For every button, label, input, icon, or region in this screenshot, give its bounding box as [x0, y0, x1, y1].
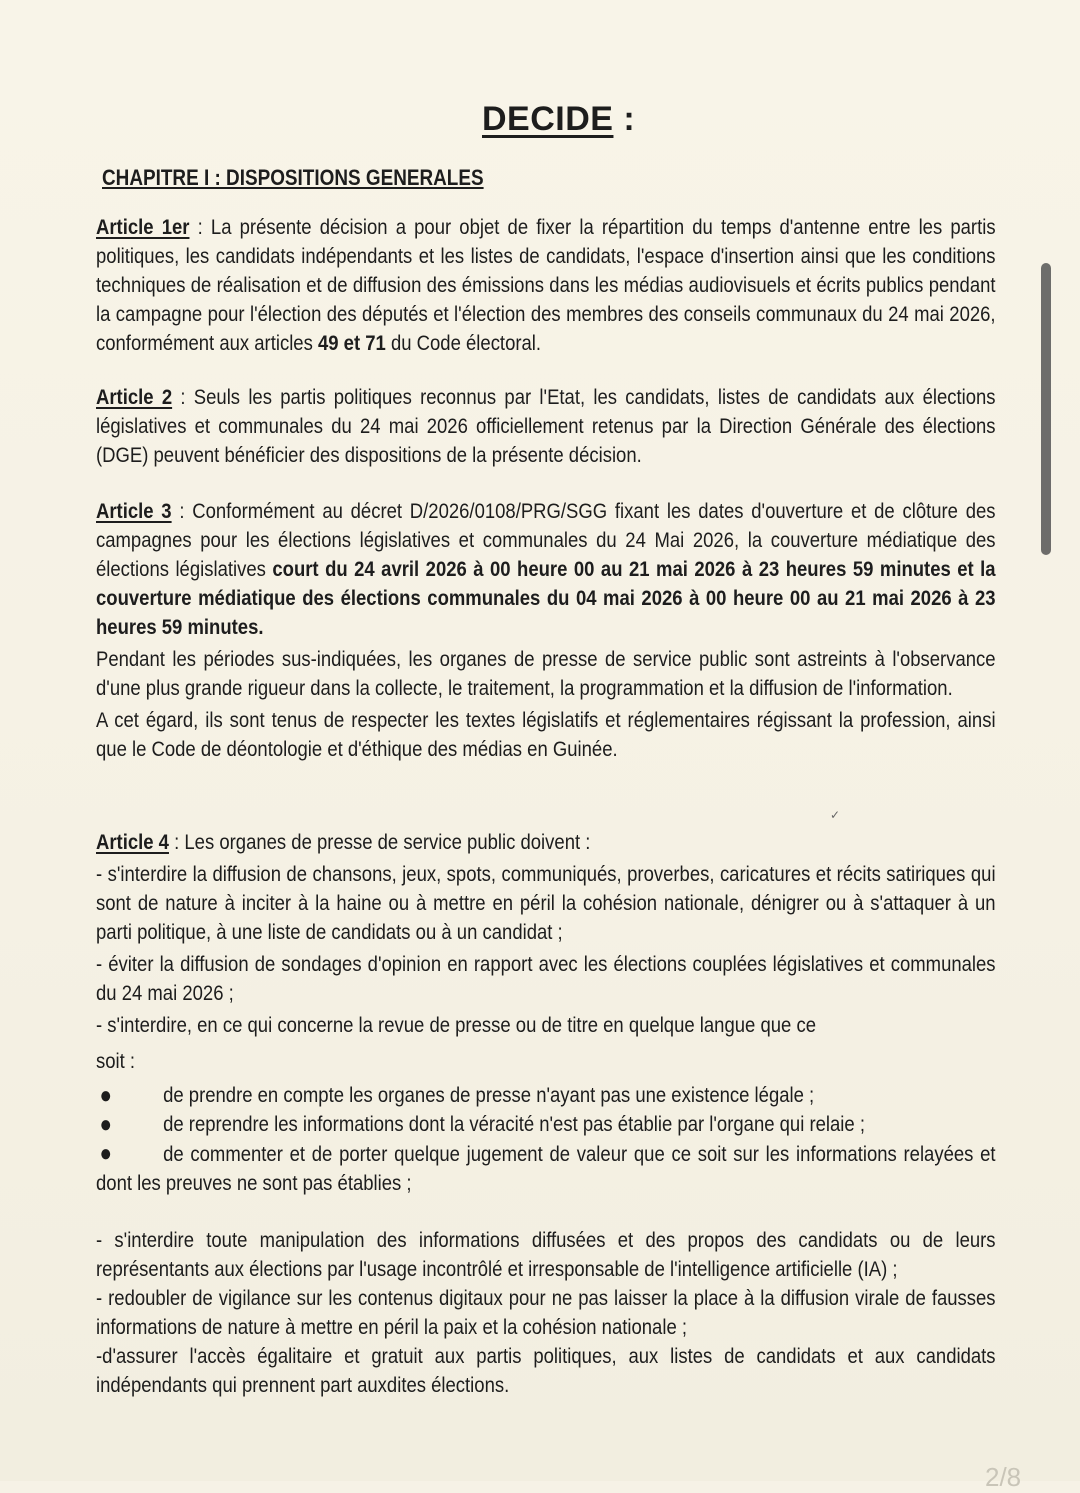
article-3-paragraph: Pendant les périodes sus-indiquées, les organes de presse de service public sont astreints à l'observance d'une plus grande rigueur dans la collecte, le traitement, la programmation et la diffusion de l'information.	[96, 647, 996, 700]
list-item: - s'interdire toute manipulation des informations diffusées et des propos des candidats ou de leurs représentants aux élections par l'usage incontrôlé et irresponsable de l'intelligence artificielle (IA) ;	[96, 1228, 996, 1281]
scrollbar-thumb[interactable]	[1041, 263, 1051, 555]
bullet-item: ● de commenter et de porter quelque jugement de valeur que ce soit sur les informations relayées et dont les preuves ne sont pas établies ;	[96, 1140, 996, 1195]
page-title: DECIDE :	[482, 100, 636, 138]
article-2-label: Article 2	[96, 385, 173, 409]
article-1-label: Article 1er	[96, 215, 190, 239]
article-4: Article 4 : Les organes de presse de service public doivent : - s'interdire la diffusion de chansons, jeux, spots, communiqués, proverbes, caricatures et récits satiriques qui sont de nature à inciter à la haine ou à mettre en péril la cohésion nationale, dénigrer ou à s'attaquer à un parti politique, à une liste de candidats ou à un candidat ; - éviter la diffusion de sondages d'opinion en rapport avec les élections couplées législatives et communales du 24 mai 2026 ; - s'interdire, en ce qui concerne la revue de presse ou de titre en quelque langue que ce soit : ● de prendre en compte les organes de presse n'ayant pas une existence légale ; ● de reprendre les informations dont la véracité n'est pas établie par l'organe qui relaie ; ● de commenter et de porter quelque jugement de valeur que ce soit sur les informations relayées et dont les preuves ne sont pas établies ; - s'interdire toute manipulation des informations diffusées et des propos des candidats ou de leurs représentants aux élections par l'usage incontrôlé et irresponsable de l'intelligence artificielle (IA) ; - redoubler de vigilance sur les contenus digitaux pour ne pas laisser la place à la diffusion virale de fausses informations de nature à mettre en péril la paix et la cohésion nationale ; -d'assurer l'accès égalitaire et gratuit aux partis politiques, aux listes de candidats et aux candidats indépendants qui prennent part auxdites élections.	[96, 828, 996, 1400]
bullet-item: ● de prendre en compte les organes de presse n'ayant pas une existence légale ;	[96, 1081, 996, 1110]
list-item: - s'interdire la diffusion de chansons, jeux, spots, communiqués, proverbes, caricatures et récits satiriques qui sont de nature à inciter à la haine ou à mettre en péril la cohésion nationale, dénigrer ou à s'attaquer à un parti politique, à une liste de candidats ou à un candidat ;	[96, 862, 996, 944]
bullet-icon: ●	[99, 1140, 112, 1167]
article-2: Article 2 : Seuls les partis politiques reconnus par l'Etat, les candidats, listes de candidats aux élections législatives et communales du 24 mai 2026 officiellement retenus par la Direction Générale des élections (DGE) peuvent bénéficier des dispositions de la présente décision.	[96, 385, 996, 467]
list-item: - redoubler de vigilance sur les contenus digitaux pour ne pas laisser la place à la diffusion virale de fausses informations de nature à mettre en péril la paix et la cohésion nationale ;	[96, 1286, 996, 1339]
bullet-icon: ●	[99, 1111, 112, 1138]
bullet-item: ● de reprendre les informations dont la véracité n'est pas établie par l'organe qui relaie ;	[96, 1110, 996, 1139]
list-item-continuation: soit :	[96, 1049, 136, 1073]
chapter-heading: CHAPITRE I : DISPOSITIONS GENERALES	[102, 165, 484, 190]
article-4-label: Article 4	[96, 830, 169, 854]
article-3-label: Article 3	[96, 499, 172, 523]
article-1: Article 1er : La présente décision a pour objet de fixer la répartition du temps d'antenne entre les partis politiques, les candidats indépendants et les listes de candidats, l'espace d'insertion ainsi que les conditions techniques de réalisation et de diffusion des émissions dans les médias audiovisuels et écrits publics pendant la campagne pour l'élection des députés et l'élection des membres des conseils communaux du 24 mai 2026, conformément aux articles 49 et 71 du Code électoral.	[96, 215, 996, 355]
list-item: -d'assurer l'accès égalitaire et gratuit aux partis politiques, aux listes de candidats et aux candidats indépendants qui prennent part auxdites élections.	[96, 1344, 996, 1397]
list-item: - éviter la diffusion de sondages d'opinion en rapport avec les élections couplées législatives et communales du 24 mai 2026 ;	[96, 952, 996, 1005]
scan-speck: ✓	[830, 808, 841, 822]
list-item: - s'interdire, en ce qui concerne la revue de presse ou de titre en quelque langue que ce	[96, 1013, 816, 1037]
bullet-icon: ●	[99, 1082, 112, 1109]
page-number: 2/8	[985, 1462, 1022, 1492]
article-3: Article 3 : Conformément au décret D/2026/0108/PRG/SGG fixant les dates d'ouverture et de clôture des campagnes pour les élections législatives et communales du 24 Mai 2026, la couverture médiatique des élections législatives court du 24 avril 2026 à 00 heure 00 au 21 mai 2026 à 23 heures 59 minutes et la couverture médiatique des élections communales du 04 mai 2026 à 00 heure 00 au 21 mai 2026 à 23 heures 59 minutes. Pendant les périodes sus-indiquées, les organes de presse de service public sont astreints à l'observance d'une plus grande rigueur dans la collecte, le traitement, la programmation et la diffusion de l'information. A cet égard, ils sont tenus de respecter les textes législatifs et réglementaires régissant la profession, ainsi que le Code de déontologie et d'éthique des médias en Guinée.	[96, 497, 996, 764]
article-3-paragraph: A cet égard, ils sont tenus de respecter les textes législatifs et réglementaires régissant la profession, ainsi que le Code de déontologie et d'éthique des médias en Guinée.	[96, 708, 996, 761]
